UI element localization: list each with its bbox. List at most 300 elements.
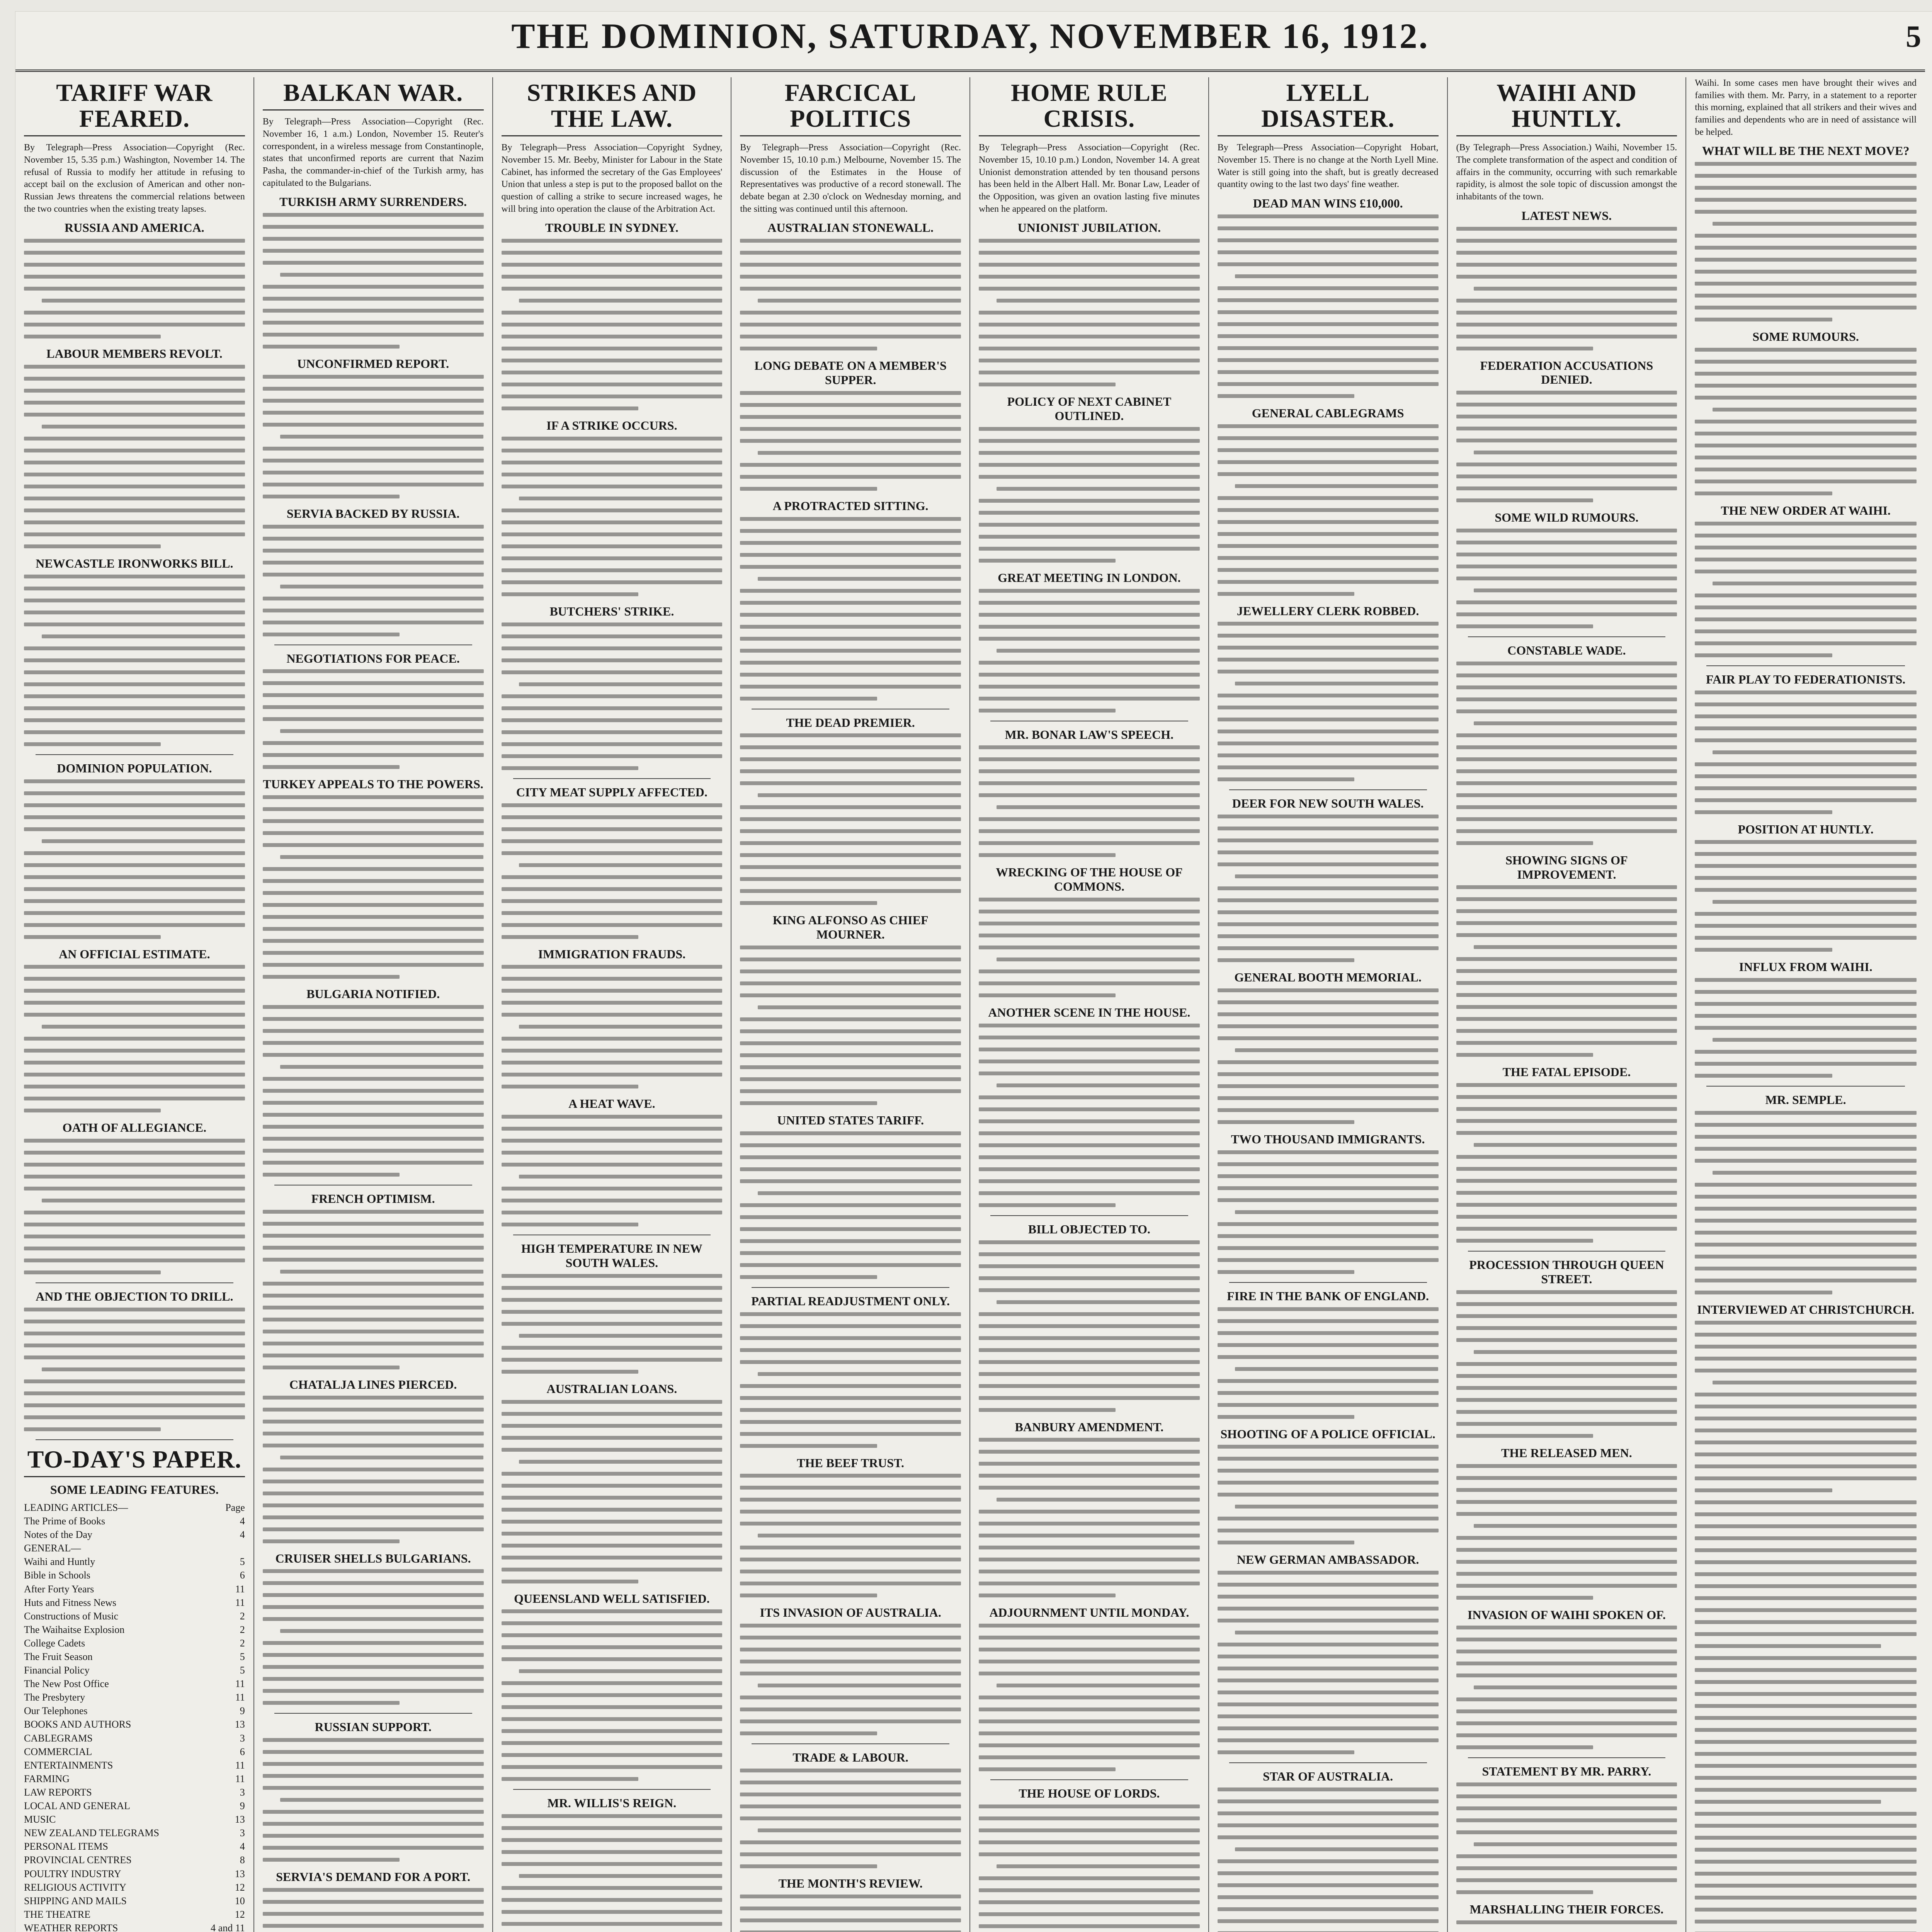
text-line: [1456, 1167, 1677, 1171]
text-line: [24, 473, 245, 476]
text-line: [740, 1408, 961, 1412]
sub-headline: MR. SEMPLE.: [1765, 1093, 1846, 1107]
contents-page: 11: [235, 1678, 245, 1690]
text-line: [502, 1448, 723, 1452]
sub-headline: MARSHALLING THEIR FORCES.: [1469, 1902, 1664, 1917]
contents-label: The Prime of Books: [24, 1515, 105, 1527]
text-line: [740, 805, 961, 809]
body-text-block: [263, 1888, 484, 1932]
body-text-block: [263, 795, 484, 979]
text-line: [1695, 1824, 1917, 1828]
text-line: [263, 1005, 484, 1009]
text-line: [263, 549, 484, 553]
text-line: [502, 1199, 723, 1202]
text-line: [502, 1741, 723, 1745]
text-line: [758, 793, 961, 797]
text-line: [1218, 238, 1439, 242]
sub-headline: IF A STRIKE OCCURS.: [546, 418, 677, 433]
body-text-block: [979, 1024, 1200, 1207]
text-line: [1695, 1417, 1917, 1420]
text-line: [263, 597, 484, 600]
contents-page: 10: [235, 1895, 245, 1906]
text-line: [758, 451, 961, 455]
sub-headline: LONG DEBATE ON A MEMBER'S SUPPER.: [754, 359, 947, 387]
body-text-block: [263, 1005, 484, 1177]
text-line: [979, 1155, 1200, 1159]
text-line: [24, 251, 245, 255]
text-line: [1456, 1500, 1677, 1504]
text-line: [979, 239, 1200, 243]
text-line: [1695, 702, 1917, 706]
contents-item: [24, 1528, 245, 1541]
text-line: [263, 1515, 484, 1519]
text-line: [24, 389, 245, 393]
text-line: [1218, 1714, 1439, 1718]
text-line: [1695, 420, 1917, 423]
text-line: [979, 1143, 1200, 1147]
body-text-block: [1695, 978, 1917, 1078]
contents-label: CABLEGRAMS: [24, 1732, 93, 1744]
text-line: [1456, 1709, 1677, 1713]
contents-page: 4: [240, 1515, 245, 1527]
contents-label: COMMERCIAL: [24, 1746, 92, 1757]
text-line: [979, 1510, 1200, 1514]
article-lead: By Telegraph—Press Association—Copyright (Rec. November 15, 5.35 p.m.) Washington, November 14. The refusal of Russia to modify her attitude in refusing to accept bail on the exclusion of American and other non-Russian Jews threatens the commercial relations between the two countries when the existing treaty lapses.: [24, 143, 245, 214]
text-line: [263, 1306, 484, 1310]
body-text-block: [740, 239, 961, 350]
text-line: [502, 899, 723, 903]
contents-page: 4: [240, 1529, 245, 1541]
text-line: [502, 568, 723, 572]
text-line: [502, 1544, 723, 1548]
sub-headline: THE NEW ORDER AT WAIHI.: [1721, 503, 1891, 517]
text-line: [1218, 1331, 1439, 1335]
sub-headline: ITS INVASION OF AUSTRALIA.: [760, 1605, 941, 1620]
sub-headline: IMMIGRATION FRAUDS.: [538, 947, 686, 961]
text-line: [263, 1689, 484, 1693]
text-line: [1218, 1343, 1439, 1347]
text-line: [502, 766, 638, 770]
text-line: [1218, 1517, 1439, 1520]
text-line: [263, 1113, 484, 1117]
contents-label: LAW REPORTS: [24, 1786, 92, 1798]
text-line: [502, 1412, 723, 1416]
text-line: [1218, 556, 1439, 560]
text-line: [979, 637, 1200, 641]
text-line: [1218, 298, 1439, 302]
text-line: [502, 1922, 723, 1926]
text-line: [1695, 1644, 1881, 1648]
text-line: [979, 535, 1200, 539]
text-line: [979, 1438, 1200, 1442]
text-line: [1218, 394, 1354, 398]
text-line: [502, 1777, 638, 1781]
text-line: [24, 730, 245, 734]
text-line: [979, 1179, 1200, 1183]
contents-page: 8: [240, 1854, 245, 1866]
text-line: [740, 487, 877, 491]
body-text-block: [740, 1312, 961, 1448]
text-line: [263, 1149, 484, 1153]
text-line: [1218, 777, 1354, 781]
text-line: [24, 401, 245, 405]
text-line: [1695, 1135, 1917, 1139]
text-line: [1456, 697, 1677, 701]
body-text-block: [1218, 1787, 1439, 1932]
text-line: [740, 1731, 877, 1735]
text-line: [1235, 1505, 1438, 1509]
text-line: [1713, 900, 1917, 904]
contents-item: [24, 1867, 245, 1881]
text-line: [1218, 1246, 1439, 1250]
text-line: [263, 1210, 484, 1214]
text-line: [979, 1384, 1200, 1388]
text-line: [979, 1672, 1200, 1675]
text-line: [1695, 641, 1917, 645]
text-line: [740, 1089, 961, 1093]
body-text-block: [263, 525, 484, 636]
text-line: [502, 706, 723, 710]
text-line: [979, 1203, 1116, 1207]
text-line: [1456, 1890, 1593, 1894]
text-line: [502, 473, 723, 476]
text-line: [1695, 1074, 1832, 1078]
body-text-block: [502, 437, 723, 596]
text-line: [1695, 1764, 1917, 1768]
text-line: [1695, 1536, 1917, 1540]
text-line: [1456, 909, 1677, 913]
text-line: [1218, 1024, 1439, 1028]
text-line: [263, 795, 484, 799]
text-line: [263, 309, 484, 313]
body-text-block: [740, 1474, 961, 1597]
text-line: [1218, 730, 1439, 733]
text-line: [1218, 1108, 1439, 1112]
text-line: [1456, 427, 1677, 430]
contents-page: 12: [235, 1908, 245, 1920]
body-text-block: [979, 1438, 1200, 1597]
text-line: [502, 395, 723, 398]
contents-page: 4 and 11: [211, 1922, 245, 1932]
text-line: [502, 275, 723, 279]
text-line: [1695, 1111, 1917, 1115]
body-text-block: [979, 1624, 1200, 1771]
text-line: [1695, 888, 1917, 892]
text-line: [502, 1705, 723, 1709]
text-line: [979, 910, 1200, 913]
body-text-block: [24, 365, 245, 548]
text-line: [1456, 577, 1677, 580]
text-line: [979, 673, 1200, 677]
text-line: [502, 1850, 723, 1854]
body-text-block: [1456, 529, 1677, 628]
text-line: [740, 1324, 961, 1328]
text-line: [502, 1322, 723, 1326]
text-line: [263, 1246, 484, 1250]
text-line: [1695, 306, 1917, 310]
text-line: [1695, 1014, 1917, 1018]
contents-item: [24, 1745, 245, 1759]
text-line: [280, 1456, 483, 1459]
text-line: [1218, 634, 1439, 638]
text-line: [263, 1222, 484, 1226]
text-line: [1456, 1215, 1677, 1219]
contents-page: 11: [235, 1692, 245, 1703]
text-line: [263, 333, 484, 337]
text-line: [263, 249, 484, 253]
sub-headline: WHAT WILL BE THE NEXT MOVE?: [1702, 144, 1910, 158]
text-line: [979, 1107, 1200, 1111]
text-line: [263, 1173, 400, 1177]
text-line: [979, 1546, 1200, 1549]
text-line: [263, 1492, 484, 1495]
text-line: [740, 1348, 961, 1352]
sub-headline: THE RELEASED MEN.: [1501, 1446, 1632, 1460]
text-line: [758, 299, 961, 303]
text-line: [1218, 1096, 1439, 1100]
text-line: [1456, 1041, 1677, 1045]
text-line: [979, 781, 1200, 785]
text-line: [979, 511, 1200, 515]
text-line: [1456, 1155, 1677, 1159]
text-line: [1695, 1231, 1917, 1235]
text-line: [502, 1115, 723, 1119]
body-text-block: [263, 1396, 484, 1543]
text-line: [1218, 1835, 1439, 1839]
text-line: [1695, 1572, 1917, 1576]
text-line: [740, 1906, 961, 1910]
body-text-block: [1456, 1920, 1677, 1932]
text-line: [740, 1522, 961, 1526]
text-line: [1456, 745, 1677, 749]
contents-label: RELIGIOUS ACTIVITY: [24, 1881, 127, 1893]
text-line: [24, 935, 161, 939]
text-line: [24, 544, 161, 548]
text-line: [740, 1029, 961, 1033]
text-line: [1218, 1234, 1439, 1238]
text-line: [740, 1384, 961, 1388]
text-line: [1695, 1920, 1917, 1923]
column-rule: [1229, 789, 1427, 790]
text-line: [740, 1155, 961, 1159]
text-line: [740, 1077, 961, 1081]
text-line: [1218, 1120, 1354, 1124]
text-line: [24, 1211, 245, 1214]
text-line: [24, 791, 245, 795]
sub-headline: POSITION AT HUNTLY.: [1738, 822, 1874, 836]
text-line: [502, 287, 723, 291]
text-line: [1456, 299, 1677, 303]
text-line: [502, 461, 723, 464]
text-line: [519, 1175, 722, 1179]
text-line: [24, 485, 245, 488]
text-line: [1695, 522, 1917, 526]
contents-page: 2: [240, 1637, 245, 1649]
text-line: [1218, 922, 1439, 926]
column-rule: [1229, 1762, 1427, 1763]
text-line: [1456, 757, 1677, 761]
text-line: [502, 1085, 638, 1088]
text-line: [740, 323, 961, 327]
text-line: [979, 817, 1200, 821]
column-headline: HOME RULE CRISIS.: [979, 80, 1200, 136]
text-line: [1456, 612, 1677, 616]
text-line: [502, 1073, 723, 1077]
text-line: [1456, 624, 1593, 628]
section-rule: [36, 1439, 233, 1440]
text-line: [740, 1918, 961, 1922]
sub-headline: NEWCASTLE IRONWORKS BILL.: [36, 556, 233, 570]
text-line: [1218, 1000, 1439, 1004]
text-line: [758, 1372, 961, 1376]
text-line: [1218, 1529, 1439, 1532]
text-line: [1456, 1878, 1677, 1882]
text-line: [740, 889, 961, 893]
text-line: [1456, 1650, 1677, 1653]
contents-label: Notes of the Day: [24, 1529, 92, 1541]
text-line: [24, 1109, 161, 1112]
text-line: [740, 625, 961, 629]
text-line: [502, 263, 723, 267]
text-line: [1235, 1847, 1438, 1851]
text-line: [502, 1037, 723, 1041]
text-line: [740, 637, 961, 641]
text-line: [263, 1282, 484, 1286]
text-line: [979, 769, 1200, 773]
contents-item: [24, 1786, 245, 1799]
text-line: [24, 520, 245, 524]
text-line: [263, 573, 484, 577]
body-text-block: [1218, 1150, 1439, 1274]
column-1: [15, 77, 254, 1932]
column-headline: STRIKES AND THE LAW.: [502, 80, 723, 136]
text-line: [1695, 726, 1917, 730]
text-line: [1235, 874, 1438, 878]
sub-headline: OATH OF ALLEGIANCE.: [62, 1121, 207, 1135]
text-line: [740, 781, 961, 785]
text-line: [263, 525, 484, 529]
text-line: [979, 359, 1200, 362]
text-line: [740, 1804, 961, 1808]
text-line: [24, 599, 245, 602]
text-line: [24, 1097, 245, 1100]
text-line: [979, 1816, 1200, 1820]
text-line: [502, 1580, 638, 1583]
text-line: [24, 1037, 245, 1041]
text-line: [502, 1657, 723, 1661]
body-text-block: [1218, 622, 1439, 781]
text-line: [263, 681, 484, 685]
text-line: [519, 1460, 722, 1464]
text-line: [1695, 1267, 1917, 1270]
text-line: [263, 561, 484, 565]
text-line: [997, 805, 1200, 809]
text-line: [502, 646, 723, 650]
text-line: [1218, 1907, 1439, 1911]
body-text-block: [979, 898, 1200, 997]
text-line: [1456, 227, 1677, 231]
text-line: [740, 1263, 961, 1267]
text-line: [1218, 850, 1439, 854]
text-line: [1456, 1512, 1677, 1516]
text-line: [1218, 1667, 1439, 1670]
body-text-block: [979, 427, 1200, 563]
text-line: [979, 523, 1200, 527]
text-line: [740, 673, 961, 677]
text-line: [1695, 1369, 1917, 1372]
text-line: [740, 1041, 961, 1045]
text-line: [502, 911, 723, 915]
text-line: [1218, 1787, 1439, 1791]
text-line: [1456, 793, 1677, 797]
text-line: [263, 1444, 484, 1447]
text-line: [997, 1864, 1200, 1868]
text-line: [1456, 311, 1677, 315]
text-line: [24, 622, 245, 626]
text-line: [1695, 1195, 1917, 1199]
text-line: [740, 993, 961, 997]
text-line: [740, 1203, 961, 1207]
text-line: [42, 634, 245, 638]
text-line: [979, 439, 1200, 443]
sub-headline: QUEENSLAND WELL SATISFIED.: [514, 1591, 710, 1605]
text-line: [502, 1633, 723, 1637]
text-line: [502, 1424, 723, 1428]
text-line: [24, 509, 245, 512]
column-4: [731, 77, 970, 1932]
text-line: [1695, 1123, 1917, 1127]
text-line: [1218, 1481, 1439, 1485]
text-line: [979, 1696, 1200, 1699]
contents-item: [24, 1555, 245, 1568]
body-text-block: [1218, 214, 1439, 398]
contents-label: Huts and Fitness News: [24, 1597, 117, 1608]
text-line: [1695, 1500, 1917, 1504]
text-line: [740, 263, 961, 267]
text-line: [1218, 1072, 1439, 1076]
text-line: [502, 1139, 723, 1143]
contents-label: Financial Policy: [24, 1665, 90, 1676]
text-line: [24, 1223, 245, 1226]
text-line: [1695, 570, 1917, 573]
text-line: [1695, 444, 1917, 447]
text-line: [1695, 468, 1917, 471]
text-line: [263, 705, 484, 709]
column-headline: BALKAN WAR.: [263, 80, 484, 111]
text-line: [502, 1061, 723, 1065]
text-line: [740, 347, 877, 350]
text-line: [263, 1330, 484, 1333]
body-text-block: [1456, 1782, 1677, 1894]
text-line: [1218, 1607, 1439, 1611]
text-line: [740, 1930, 961, 1932]
text-line: [1695, 594, 1917, 597]
text-line: [1456, 781, 1677, 785]
text-line: [740, 251, 961, 255]
text-line: [502, 803, 723, 807]
text-line: [740, 697, 877, 701]
text-line: [502, 1520, 723, 1524]
text-line: [42, 1367, 245, 1371]
text-line: [979, 934, 1200, 937]
sub-headline: LABOUR MEMBERS REVOLT.: [46, 347, 223, 361]
text-line: [1456, 933, 1677, 937]
text-line: [1695, 605, 1917, 609]
text-line: [758, 577, 961, 581]
text-line: [263, 1762, 484, 1766]
text-line: [502, 1436, 723, 1440]
column-6: [1209, 77, 1448, 1932]
